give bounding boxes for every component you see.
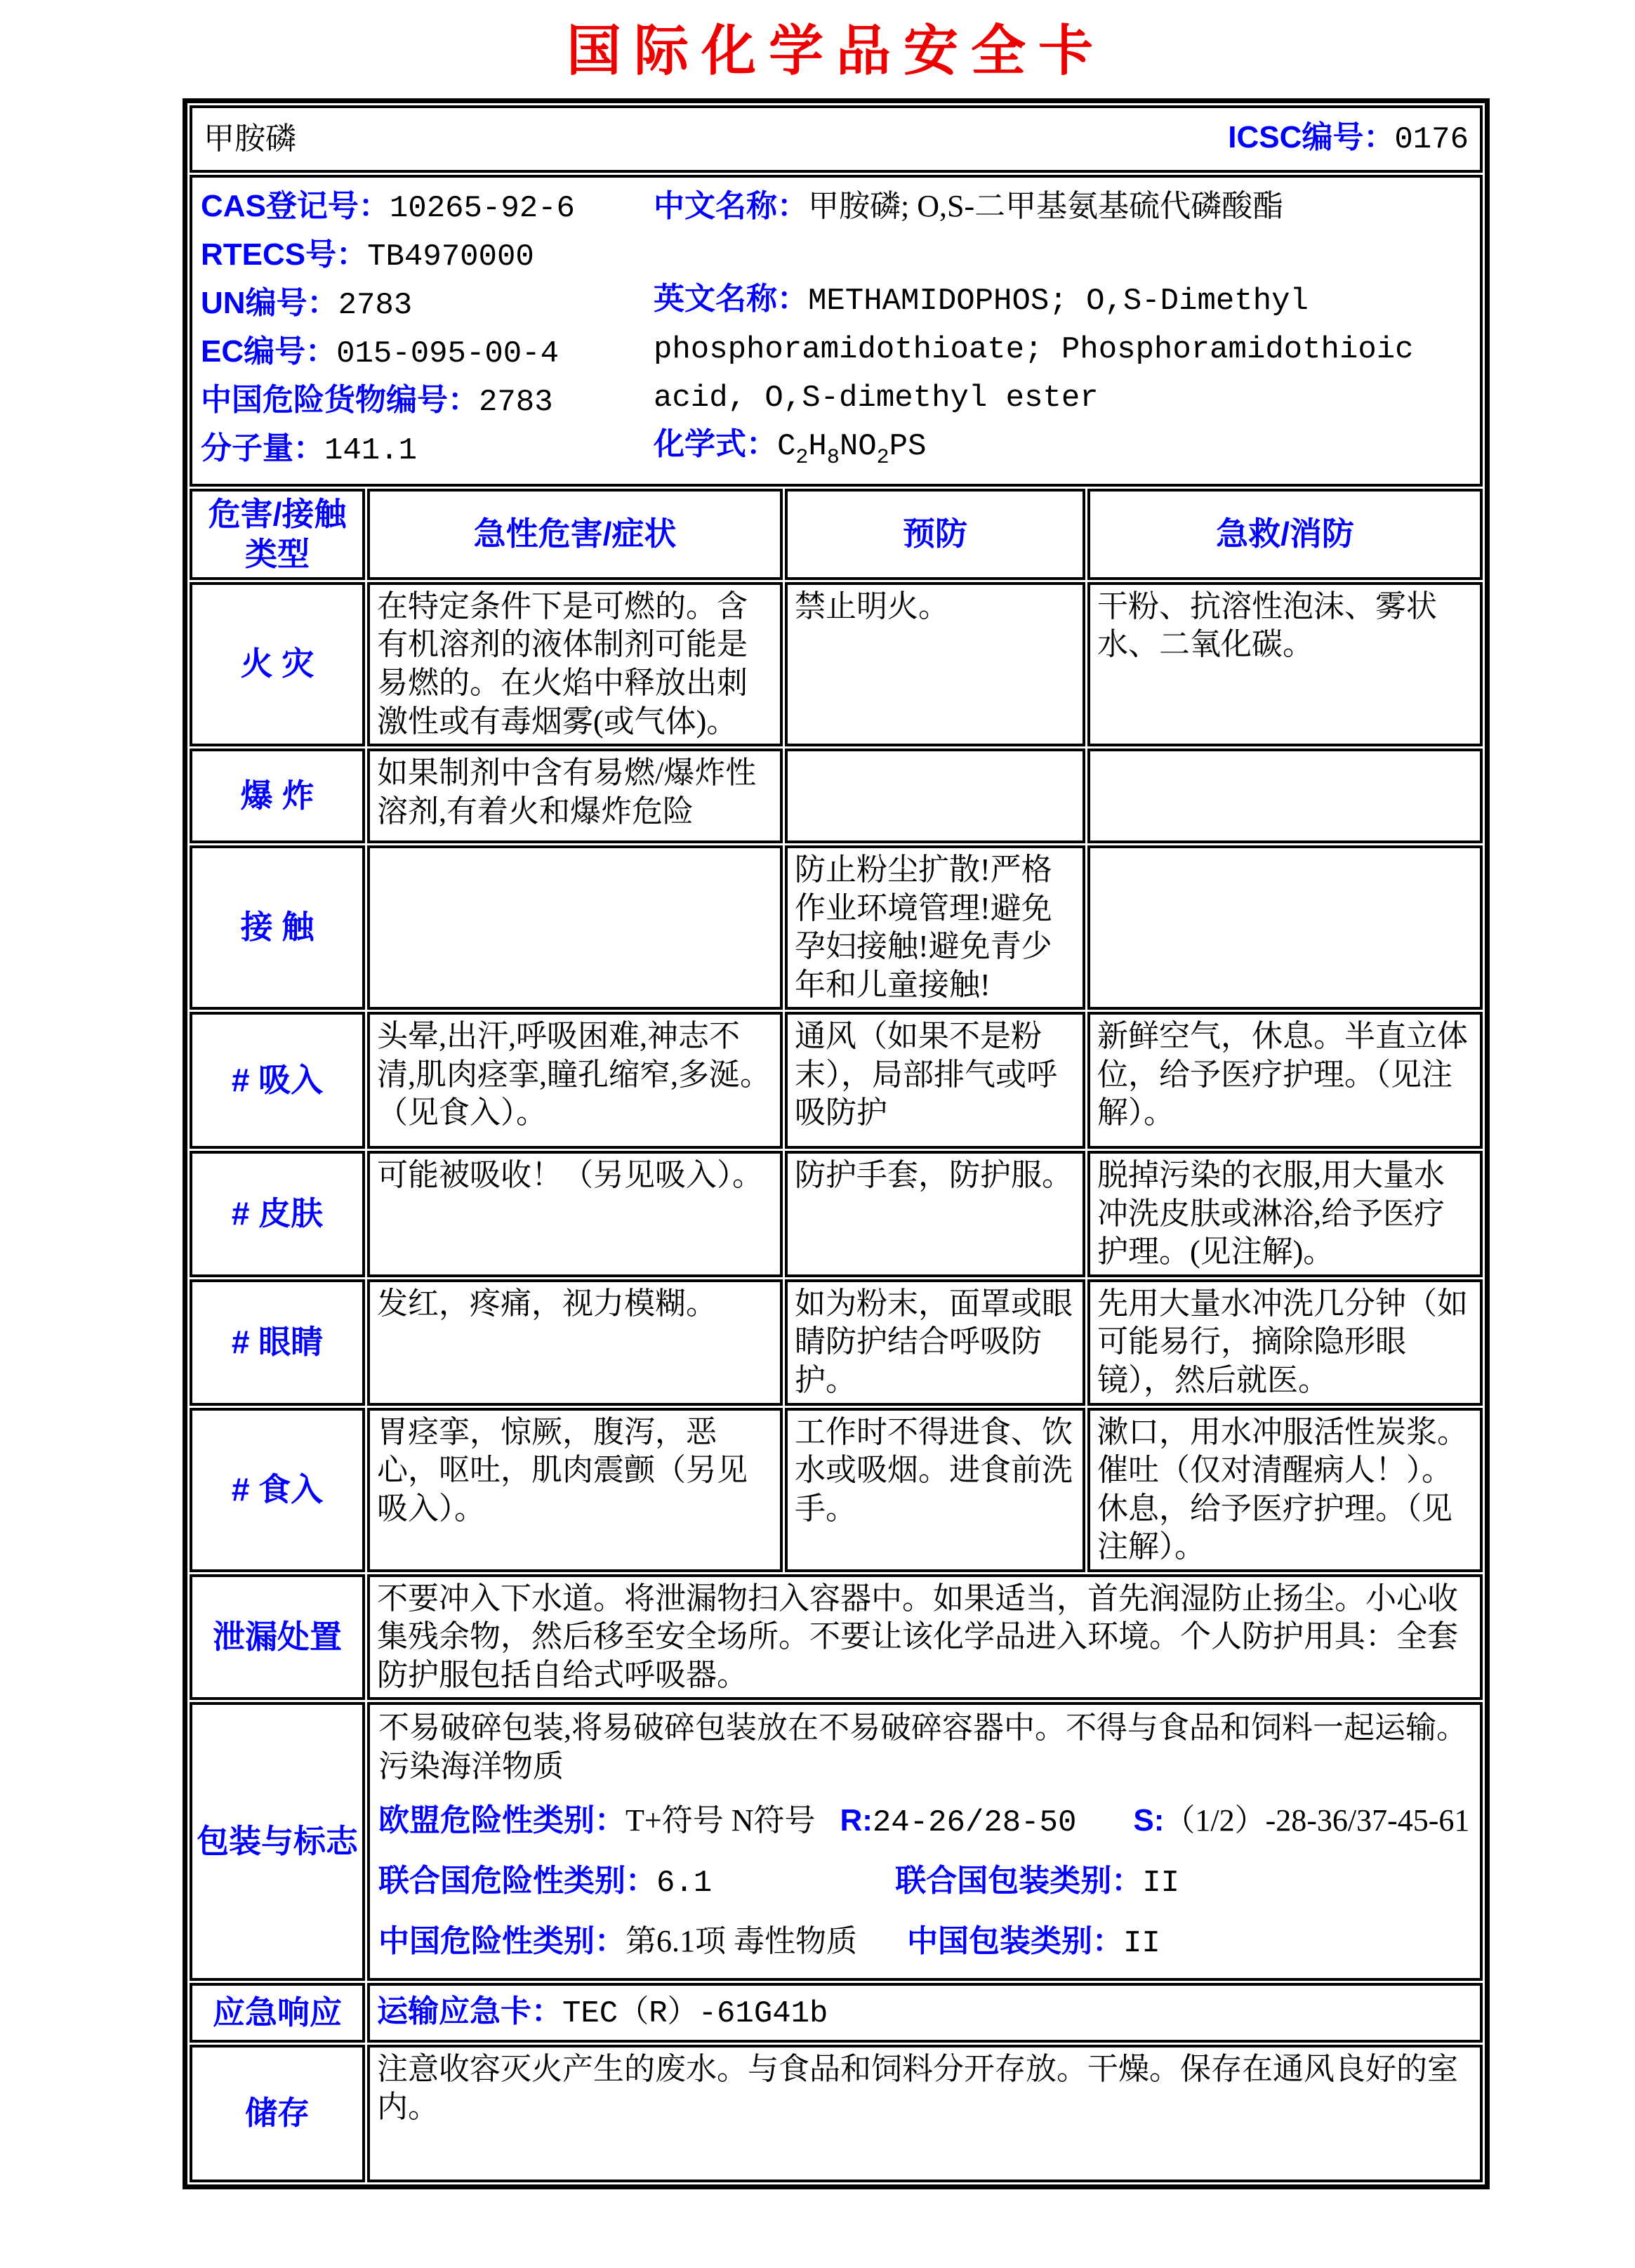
cas-number-line xyxy=(201,183,654,232)
un-class-line xyxy=(378,1859,1471,1906)
molecular-weight-line xyxy=(201,426,654,474)
chinese-name-value: 甲胺磷; O,S-二甲基氨基硫代磷酸酯 xyxy=(808,188,1284,223)
row-ingestion xyxy=(190,1408,1483,1572)
explosion-firstaid-cell xyxy=(1087,749,1483,843)
rtecs-value: TB4970000 xyxy=(367,239,534,275)
chemical-formula: $C_2H_8NO_2PS$ xyxy=(777,428,927,470)
skin-firstaid-cell: 脱掉污染的衣服,用大量水冲洗皮肤或淋浴,给予医疗护理。(见注解)。 xyxy=(1087,1151,1483,1277)
explosion-label-cell: 爆 炸 xyxy=(190,749,365,843)
english-name-value: METHAMIDOPHOS; O,S-Dimethyl phosphoramidothioate; Phosphoramidothioic acid, O,S-dimethyl ester xyxy=(654,283,1414,416)
row-fire xyxy=(190,582,1483,746)
emergency-content-cell xyxy=(367,1983,1483,2043)
row-packaging-labelling xyxy=(190,1702,1483,1980)
cn-pack-group-value: II xyxy=(1123,1926,1160,1962)
storage-text-cell: 注意收容灭火产生的废水。与食品和饲料分开存放。干燥。保存在通风良好的室内。 xyxy=(367,2045,1483,2182)
ingestion-firstaid-cell: 漱口，用水冲服活性炭浆。催吐（仅对清醒病人！）。休息，给予医疗护理。（见注解）。 xyxy=(1087,1408,1483,1572)
ingestion-prevention-cell: 工作时不得进食、饮水或吸烟。进食前洗手。 xyxy=(785,1408,1085,1572)
skin-symptoms-cell: 可能被吸收！（另见吸入）。 xyxy=(367,1151,783,1277)
names-block xyxy=(654,183,1471,474)
china-dg-number-line xyxy=(201,377,654,426)
ec-value: 015-095-00-4 xyxy=(336,336,559,371)
header-hazard-type: 危害/接触 类型 xyxy=(190,489,365,580)
exposure-prevention-cell: 防止粉尘扩散!严格作业环境管理!避免孕妇接触!避免青少年和儿童接触! xyxy=(785,845,1085,1010)
fire-label-cell: 火 灾 xyxy=(190,582,365,746)
row-skin xyxy=(190,1151,1483,1277)
china-dg-label: 中国危险货物编号： xyxy=(201,382,479,417)
skin-prevention-cell: 防护手套，防护服。 xyxy=(785,1151,1085,1277)
s-phrases-value: （1/2）-28-36/37-45-61 xyxy=(1164,1803,1470,1838)
row-inhalation xyxy=(190,1012,1483,1149)
skin-label-cell: # 皮肤 xyxy=(190,1151,365,1277)
ingestion-symptoms-cell: 胃痉挛，惊厥，腹泻，恶心，呕吐，肌肉震颤（另见吸入）。 xyxy=(367,1408,783,1572)
cas-label: CAS登记号： xyxy=(201,188,390,223)
un-hazard-class-label: 联合国危险性类别： xyxy=(378,1864,656,1899)
icsc-number-value: 0176 xyxy=(1394,122,1469,158)
un-label: UN编号： xyxy=(201,285,338,320)
rtecs-number-line xyxy=(201,232,654,280)
packaging-label-cell: 包装与标志 xyxy=(190,1702,365,1980)
inhalation-firstaid-cell: 新鲜空气，休息。半直立体位，给予医疗护理。（见注解）。 xyxy=(1087,1012,1483,1149)
eyes-symptoms-cell: 发红，疼痛，视力模糊。 xyxy=(367,1279,783,1406)
eu-hazard-class-label: 欧盟危险性类别： xyxy=(378,1803,625,1838)
icsc-card-table xyxy=(183,98,1490,2189)
row-spill-disposal xyxy=(190,1574,1483,1701)
english-name-line xyxy=(654,276,1471,421)
cn-hazard-class-value: 第6.1项 毒性物质 xyxy=(625,1924,857,1959)
un-hazard-class-value: 6.1 xyxy=(656,1866,713,1901)
ec-number-line xyxy=(201,329,654,377)
fire-symptoms-cell: 在特定条件下是可燃的。含有机溶剂的液体制剂可能是易燃的。在火焰中释放出刺激性或有毒烟雾(或气体)。 xyxy=(367,582,783,746)
un-pack-group-value: II xyxy=(1142,1866,1180,1901)
r-phrases-label: R: xyxy=(840,1803,873,1838)
eyes-prevention-cell: 如为粉末，面罩或眼睛防护结合呼吸防护。 xyxy=(785,1279,1085,1406)
exposure-label-cell: 接 触 xyxy=(190,845,365,1010)
cn-class-line xyxy=(378,1919,1471,1967)
un-value: 2783 xyxy=(338,287,413,323)
molecular-weight-label: 分子量： xyxy=(201,430,324,466)
china-dg-value: 2783 xyxy=(479,384,553,420)
icsc-number xyxy=(1228,119,1469,159)
fire-firstaid-cell: 干粉、抗溶性泡沫、雾状水、二氧化碳。 xyxy=(1087,582,1483,746)
formula-line xyxy=(654,421,1471,470)
spill-text-cell: 不要冲入下水道。将泄漏物扫入容器中。如果适当，首先润湿防止扬尘。小心收集残余物，然后移至安全场所。不要让该化学品进入环境。个人防护用具：全套防护服包括自给式呼吸器。 xyxy=(367,1574,1483,1701)
card-title-cell xyxy=(190,105,1483,173)
page-title: 国际化学品安全卡 xyxy=(566,20,1106,81)
packaging-intro: 不易破碎包装,将易破碎包装放在不易破碎容器中。不得与食品和饲料一起运输。污染海洋物质 xyxy=(378,1710,1467,1784)
exposure-symptoms-cell xyxy=(367,845,783,1010)
exposure-firstaid-cell xyxy=(1087,845,1483,1010)
identification-row xyxy=(190,175,1483,487)
ingestion-label-cell: # 食入 xyxy=(190,1408,365,1572)
eu-hazard-class-line xyxy=(378,1798,1471,1846)
chinese-name-label: 中文名称： xyxy=(654,188,808,223)
header-prevention: 预防 xyxy=(785,489,1085,580)
identification-cell xyxy=(190,175,1483,487)
page-title-wrap xyxy=(183,21,1490,81)
row-explosion xyxy=(190,749,1483,843)
eu-hazard-class-value: T+符号 N符号 xyxy=(625,1803,816,1838)
explosion-prevention-cell xyxy=(785,749,1085,843)
rtecs-label: RTECS号： xyxy=(201,237,368,272)
chemical-formula-label: 化学式： xyxy=(654,426,777,461)
cas-value: 10265-92-6 xyxy=(389,190,575,226)
icsc-document-page xyxy=(0,21,1635,2268)
english-name-label: 英文名称： xyxy=(654,281,808,316)
inhalation-prevention-cell: 通风（如果不是粉末），局部排气或呼吸防护 xyxy=(785,1012,1085,1149)
substance-name: 甲胺磷 xyxy=(204,121,296,156)
icsc-number-label: ICSC编号： xyxy=(1228,120,1395,155)
fire-prevention-cell: 禁止明火。 xyxy=(785,582,1085,746)
cn-hazard-class-label: 中国危险性类别： xyxy=(378,1924,625,1959)
spill-label-cell: 泄漏处置 xyxy=(190,1574,365,1701)
ec-label: EC编号： xyxy=(201,334,337,369)
tec-card-label: 运输应急卡： xyxy=(377,1993,562,2029)
inhalation-label-cell: # 吸入 xyxy=(190,1012,365,1149)
molecular-weight-value: 141.1 xyxy=(324,433,418,468)
un-number-line xyxy=(201,280,654,329)
row-eyes xyxy=(190,1279,1483,1406)
un-pack-group-label: 联合国包装类别： xyxy=(895,1864,1143,1899)
inhalation-symptoms-cell: 头晕,出汗,呼吸困难,神志不清,肌肉痉挛,瞳孔缩窄,多涎。（见食入）。 xyxy=(367,1012,783,1149)
chinese-name-line xyxy=(654,183,1471,230)
emergency-label-cell: 应急响应 xyxy=(190,1983,365,2043)
tec-card-value: TEC（R）-61G41b xyxy=(562,1996,828,2031)
row-storage xyxy=(190,2045,1483,2182)
eyes-firstaid-cell: 先用大量水冲洗几分钟（如可能易行，摘除隐形眼镜），然后就医。 xyxy=(1087,1279,1483,1406)
s-phrases-label: S: xyxy=(1133,1803,1165,1838)
row-emergency-response xyxy=(190,1983,1483,2043)
registry-numbers-block xyxy=(201,183,654,474)
card-title-row xyxy=(190,105,1483,173)
row-exposure xyxy=(190,845,1483,1010)
hazard-table-header-row xyxy=(190,489,1483,580)
packaging-content-cell xyxy=(367,1702,1483,1980)
eyes-label-cell: # 眼睛 xyxy=(190,1279,365,1406)
header-firstaid-firefighting: 急救/消防 xyxy=(1087,489,1483,580)
cn-pack-group-label: 中国包装类别： xyxy=(907,1924,1123,1959)
header-acute-symptoms: 急性危害/症状 xyxy=(367,489,783,580)
explosion-symptoms-cell: 如果制剂中含有易燃/爆炸性溶剂,有着火和爆炸危险 xyxy=(367,749,783,843)
r-phrases-value: 24-26/28-50 xyxy=(872,1805,1077,1841)
storage-label-cell: 储存 xyxy=(190,2045,365,2182)
